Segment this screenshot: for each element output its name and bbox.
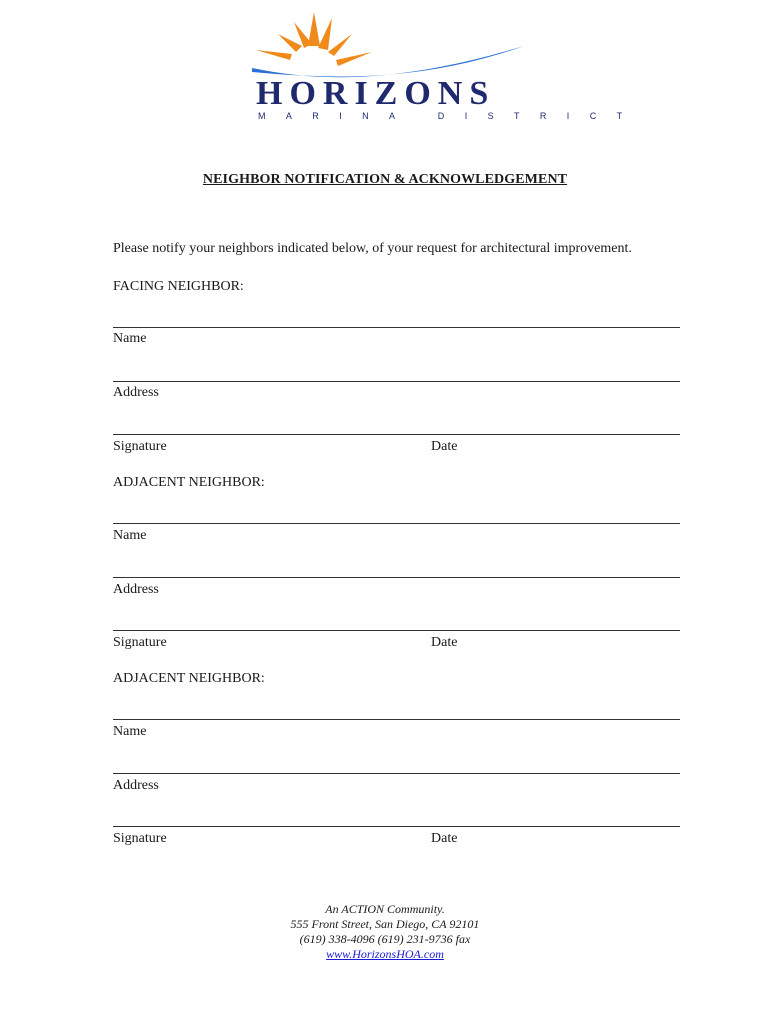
form-intro: Please notify your neighbors indicated below, of your request for architectural improvement.	[113, 241, 632, 256]
address-field-line[interactable]	[113, 381, 680, 382]
address-label: Address	[113, 582, 159, 597]
address-label: Address	[113, 778, 159, 793]
name-label: Name	[113, 528, 147, 543]
section-heading-facing: FACING NEIGHBOR:	[113, 279, 244, 294]
logo-wordmark: HORIZONS	[256, 75, 496, 112]
form-title: NEIGHBOR NOTIFICATION & ACKNOWLEDGEMENT	[202, 172, 568, 187]
horizons-logo	[248, 10, 643, 122]
signature-field-line[interactable]	[113, 630, 680, 631]
sun-rays-icon	[256, 12, 372, 66]
section-heading-adjacent-1: ADJACENT NEIGHBOR:	[113, 475, 265, 490]
address-field-line[interactable]	[113, 773, 680, 774]
name-field-line[interactable]	[113, 523, 680, 524]
footer-website-link[interactable]: www.HorizonsHOA.com	[326, 947, 444, 961]
address-label: Address	[113, 385, 159, 400]
footer-address: 555 Front Street, San Diego, CA 92101	[290, 917, 480, 931]
name-field-line[interactable]	[113, 327, 680, 328]
footer	[0, 902, 770, 962]
wave-swoosh	[252, 46, 524, 77]
signature-label: Signature	[113, 635, 167, 650]
signature-label: Signature	[113, 831, 167, 846]
logo-subtitle: MARINA DISTRICT	[258, 111, 643, 121]
address-field-line[interactable]	[113, 577, 680, 578]
signature-label: Signature	[113, 439, 167, 454]
signature-field-line[interactable]	[113, 434, 680, 435]
section-heading-adjacent-2: ADJACENT NEIGHBOR:	[113, 671, 265, 686]
name-label: Name	[113, 724, 147, 739]
date-label: Date	[431, 635, 458, 650]
name-field-line[interactable]	[113, 719, 680, 720]
signature-field-line[interactable]	[113, 826, 680, 827]
date-label: Date	[431, 439, 458, 454]
name-label: Name	[113, 331, 147, 346]
date-label: Date	[431, 831, 458, 846]
footer-tagline: An ACTION Community.	[325, 902, 445, 916]
footer-phone: (619) 338-4096 (619) 231-9736 fax	[299, 932, 471, 946]
